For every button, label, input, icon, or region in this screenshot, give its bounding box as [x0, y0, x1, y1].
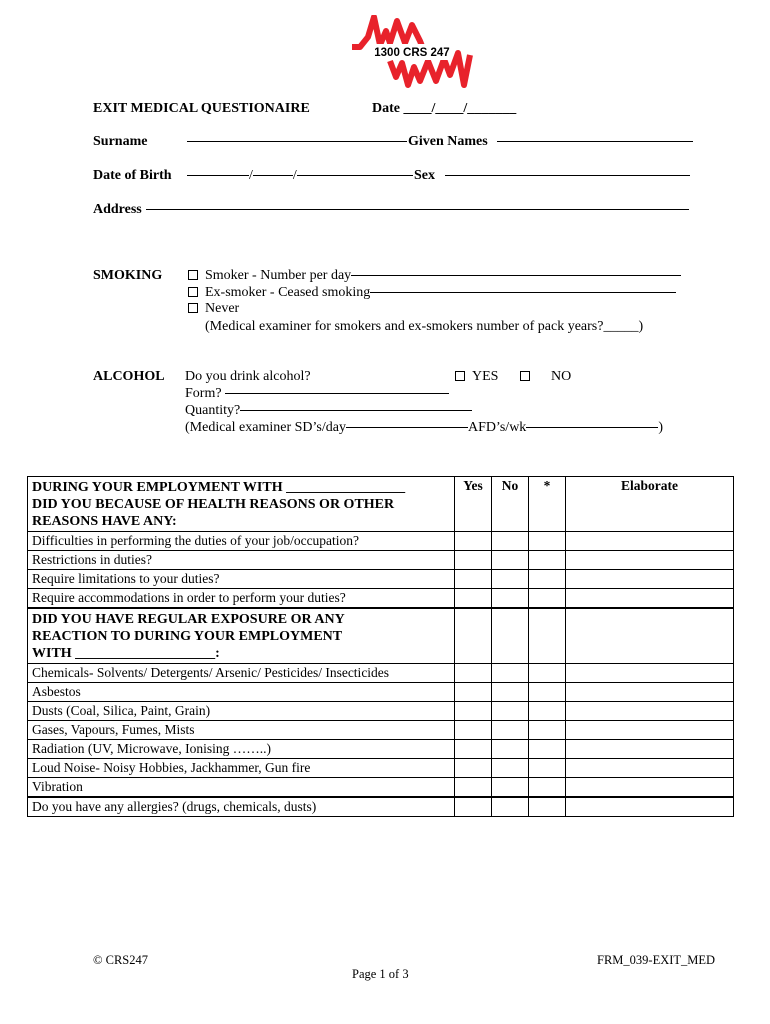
- question-text: Gases, Vapours, Fumes, Mists: [28, 721, 455, 740]
- section1-heading-line: DURING YOUR EMPLOYMENT WITH _________________: [32, 480, 406, 495]
- table-row: [28, 721, 734, 740]
- table-row: [28, 551, 734, 570]
- yes-cell[interactable]: [455, 664, 492, 683]
- dob-label: Date of Birth: [93, 168, 172, 183]
- cigarettes-per-day-field[interactable]: [351, 275, 681, 276]
- star-cell[interactable]: [529, 702, 566, 721]
- alcohol-label: ALCOHOL: [93, 369, 165, 384]
- form-title: EXIT MEDICAL QUESTIONAIRE: [93, 101, 310, 116]
- table-row: [28, 740, 734, 759]
- section2-heading-line: REACTION TO DURING YOUR EMPLOYMENT: [32, 629, 343, 644]
- question-text: Vibration: [28, 778, 455, 798]
- sex-field[interactable]: [445, 168, 690, 184]
- afd-per-week-field[interactable]: [526, 427, 658, 428]
- smoker-option-label: Smoker - Number per day: [205, 268, 352, 283]
- smoker-checkbox[interactable]: [188, 270, 198, 280]
- page-number: Page 1 of 3: [352, 967, 409, 981]
- elaborate-cell[interactable]: [566, 740, 734, 759]
- no-cell[interactable]: [492, 721, 529, 740]
- section1-heading-line: DID YOU BECAUSE OF HEALTH REASONS OR OTHER: [32, 497, 395, 512]
- star-cell[interactable]: [529, 683, 566, 702]
- star-cell[interactable]: [529, 664, 566, 683]
- question-text: Dusts (Coal, Silica, Paint, Grain): [28, 702, 455, 721]
- alcohol-examiner-row[interactable]: [185, 420, 663, 436]
- alcohol-quantity-row[interactable]: [185, 403, 472, 419]
- question-text: Difficulties in performing the duties of your job/occupation?: [28, 532, 455, 551]
- no-column-header: No: [492, 477, 529, 532]
- yes-cell[interactable]: [455, 740, 492, 759]
- star-cell[interactable]: [529, 570, 566, 589]
- question-text: Asbestos: [28, 683, 455, 702]
- elaborate-cell[interactable]: [566, 532, 734, 551]
- never-smoked-option-label: Never: [205, 301, 240, 316]
- never-smoked-checkbox[interactable]: [188, 303, 198, 313]
- health-questions-table: [27, 476, 734, 817]
- no-cell[interactable]: [492, 759, 529, 778]
- no-cell[interactable]: [492, 778, 529, 798]
- star-cell[interactable]: [529, 797, 566, 817]
- surname-label: Surname: [93, 134, 148, 149]
- no-checkbox[interactable]: [520, 371, 530, 381]
- section1-rows: [28, 532, 734, 609]
- afd-per-week-label: AFD’s/wk: [467, 420, 527, 435]
- no-cell[interactable]: [492, 570, 529, 589]
- company-logo: [350, 15, 475, 93]
- no-cell[interactable]: [492, 797, 529, 817]
- table-row: [28, 683, 734, 702]
- alcohol-form-field[interactable]: [225, 393, 449, 394]
- elaborate-cell[interactable]: [566, 551, 734, 570]
- section1-heading-line: REASONS HAVE ANY:: [32, 514, 177, 529]
- given-names-label: Given Names: [408, 134, 488, 149]
- sex-label: Sex: [414, 168, 435, 183]
- section1-heading: [28, 477, 455, 532]
- smoking-label: SMOKING: [93, 268, 163, 283]
- star-cell[interactable]: [529, 589, 566, 609]
- question-text: Do you have any allergies? (drugs, chemicals, dusts): [28, 797, 455, 817]
- table-row: [28, 797, 734, 817]
- question-text: Chemicals- Solvents/ Detergents/ Arsenic/ Pesticides/ Insecticides: [28, 664, 455, 683]
- table-row: [28, 589, 734, 609]
- section2-heading-line: DID YOU HAVE REGULAR EXPOSURE OR ANY: [32, 612, 345, 627]
- table-row: [28, 570, 734, 589]
- ceased-smoking-field[interactable]: [370, 292, 676, 293]
- yes-cell[interactable]: [455, 797, 492, 817]
- smoker-option[interactable]: [188, 268, 681, 284]
- star-cell[interactable]: [529, 608, 566, 664]
- star-cell[interactable]: [529, 551, 566, 570]
- question-text: Restrictions in duties?: [28, 551, 455, 570]
- star-cell[interactable]: [529, 721, 566, 740]
- logo-text: 1300 CRS 247: [374, 47, 450, 59]
- yes-cell[interactable]: [455, 702, 492, 721]
- alcohol-quantity-field[interactable]: [240, 410, 472, 411]
- never-smoked-option[interactable]: [188, 301, 239, 317]
- no-cell[interactable]: [492, 702, 529, 721]
- elaborate-cell[interactable]: [566, 778, 734, 798]
- pack-years-note: (Medical examiner for smokers and ex-smokers number of pack years?_____): [205, 319, 644, 334]
- yes-cell[interactable]: [455, 683, 492, 702]
- yes-cell[interactable]: [455, 721, 492, 740]
- elaborate-cell[interactable]: [566, 759, 734, 778]
- star-cell[interactable]: [529, 532, 566, 551]
- dob-field[interactable]: / /: [187, 168, 413, 184]
- elaborate-column-header: Elaborate: [566, 477, 734, 532]
- table-row: [28, 778, 734, 798]
- table-row: [28, 702, 734, 721]
- elaborate-cell[interactable]: [566, 570, 734, 589]
- table-row: [28, 759, 734, 778]
- yes-cell[interactable]: [455, 778, 492, 798]
- logo-graphic: [350, 15, 475, 93]
- yes-cell[interactable]: [455, 608, 492, 664]
- section2-rows: [28, 664, 734, 817]
- yes-cell[interactable]: [455, 759, 492, 778]
- ex-smoker-checkbox[interactable]: [188, 287, 198, 297]
- yes-cell[interactable]: [455, 551, 492, 570]
- question-text: Radiation (UV, Microwave, Ionising ……..): [28, 740, 455, 759]
- elaborate-cell[interactable]: [566, 683, 734, 702]
- section1-header-row: [28, 477, 734, 532]
- alcohol-no-option[interactable]: [520, 369, 571, 385]
- alcohol-yes-option[interactable]: [455, 369, 498, 385]
- no-cell[interactable]: [492, 532, 529, 551]
- section2-heading: [28, 608, 455, 664]
- quantity-label: Quantity?: [185, 403, 241, 418]
- alcohol-question: Do you drink alcohol?: [185, 369, 311, 384]
- question-text: Loud Noise- Noisy Hobbies, Jackhammer, Gun fire: [28, 759, 455, 778]
- yes-cell[interactable]: [455, 570, 492, 589]
- no-cell[interactable]: [492, 740, 529, 759]
- surname-field[interactable]: [187, 134, 407, 150]
- address-field[interactable]: [146, 202, 689, 218]
- no-cell[interactable]: [492, 608, 529, 664]
- copyright: © CRS247: [93, 953, 148, 967]
- address-label: Address: [93, 202, 142, 217]
- table-row: [28, 664, 734, 683]
- question-text: Require accommodations in order to perform your duties?: [28, 589, 455, 609]
- no-cell[interactable]: [492, 589, 529, 609]
- sd-per-day-label: (Medical examiner SD’s/day: [185, 420, 346, 435]
- elaborate-cell[interactable]: [566, 664, 734, 683]
- yes-cell[interactable]: [455, 589, 492, 609]
- no-cell[interactable]: [492, 551, 529, 570]
- section2-header-row: [28, 608, 734, 664]
- form-code: FRM_039-EXIT_MED: [597, 953, 716, 967]
- elaborate-cell[interactable]: [566, 608, 734, 664]
- elaborate-cell[interactable]: [566, 589, 734, 609]
- alcohol-form-row[interactable]: [185, 386, 449, 402]
- ex-smoker-option[interactable]: [188, 285, 676, 301]
- star-cell[interactable]: [529, 778, 566, 798]
- ex-smoker-option-label: Ex-smoker - Ceased smoking: [205, 285, 371, 300]
- question-text: Require limitations to your duties?: [28, 570, 455, 589]
- yes-cell[interactable]: [455, 532, 492, 551]
- date-field[interactable]: Date ____/____/_______: [372, 101, 517, 116]
- no-cell[interactable]: [492, 664, 529, 683]
- star-cell[interactable]: [529, 759, 566, 778]
- elaborate-cell[interactable]: [566, 721, 734, 740]
- form-label: Form?: [185, 386, 222, 401]
- yes-label: YES: [472, 369, 499, 384]
- table-row: [28, 532, 734, 551]
- section2-heading-line: WITH ____________________:: [32, 646, 220, 661]
- elaborate-cell[interactable]: [566, 797, 734, 817]
- no-label: NO: [551, 369, 572, 384]
- elaborate-cell[interactable]: [566, 702, 734, 721]
- no-cell[interactable]: [492, 683, 529, 702]
- star-column-header: *: [529, 477, 566, 532]
- star-cell[interactable]: [529, 740, 566, 759]
- closing-paren: ): [658, 420, 663, 435]
- yes-column-header: Yes: [455, 477, 492, 532]
- sd-per-day-field[interactable]: [346, 427, 468, 428]
- given-names-field[interactable]: [497, 134, 693, 150]
- yes-checkbox[interactable]: [455, 371, 465, 381]
